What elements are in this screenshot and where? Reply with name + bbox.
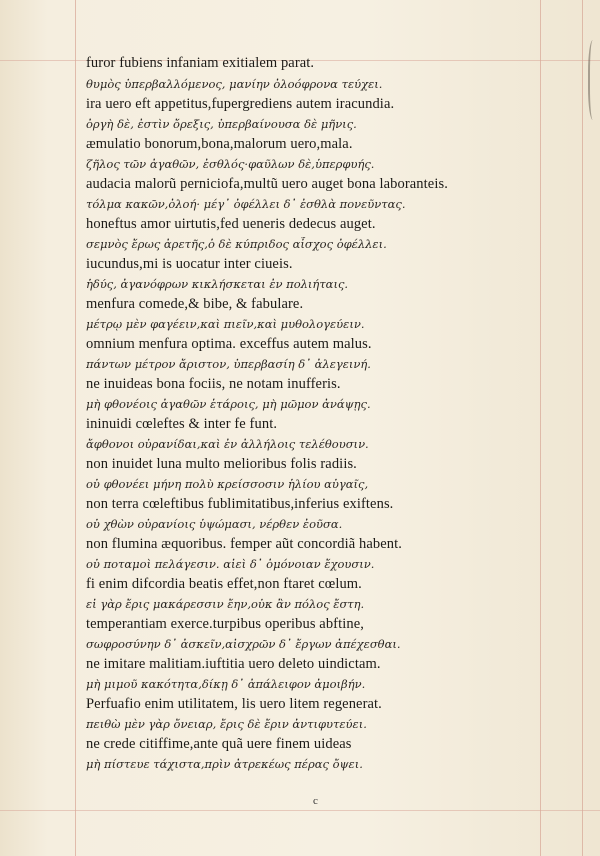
- text-line: non terra cœleftibus fublimitatibus,inferius exiftens.: [86, 496, 394, 512]
- text-line: audacia malorũ perniciofa,multũ uero auget bona laboranteis.: [86, 176, 448, 192]
- text-line: ἄφθονοι οὐρανίδαι,καὶ ἐν ἀλλήλοις τελέθουσιν.: [86, 437, 369, 451]
- text-line: temperantiam exerce.turpibus operibus abftine,: [86, 616, 364, 632]
- text-line: ne inuideas bona fociis, ne notam inufferis.: [86, 376, 341, 392]
- text-line: μὴ μιμοῦ κακότητα,δίκῃ δ᾽ ἀπάλειφον ἀμοιβήν.: [86, 677, 366, 691]
- text-line: iucundus,mi is uocatur inter ciueis.: [86, 256, 293, 272]
- text-line: μὴ πίστευε τάχιστα,πρὶν ἀτρεκέως πέρας ὄψει.: [86, 757, 363, 771]
- text-line: σωφροσύνην δ᾽ ἀσκεῖν,αἰσχρῶν δ᾽ ἔργων ἀπέχεσθαι.: [86, 637, 401, 651]
- text-line: ζῆλος τῶν ἀγαθῶν, ἐσθλός·φαῦλων δὲ,ὑπερφυής.: [86, 157, 375, 171]
- text-line: ὀργὴ δὲ, ἐστὶν ὄρεξις, ὑπερβαίνουσα δὲ μῆνις.: [86, 117, 357, 131]
- text-line: τόλμα κακῶν,ὀλοή· μέγ᾽ ὀφέλλει δ᾽ ἐσθλὰ πονεῦντας.: [86, 197, 406, 211]
- text-line: non inuidet luna multo melioribus folis radiis.: [86, 456, 357, 472]
- text-line: ira uero eft appetitus,fupergrediens autem iracundia.: [86, 96, 395, 112]
- text-line: æmulatio bonorum,bona,malorum uero,mala.: [86, 136, 353, 152]
- text-line: μὴ φθονέοις ἀγαθῶν ἑτάροις, μὴ μῶμον ἀνάψῃς.: [86, 397, 371, 411]
- text-line: οὐ χθὼν οὐρανίοις ὑψώμασι, νέρθεν ἐοῦσα.: [86, 517, 343, 531]
- text-line: ininuidi cœleftes & inter fe funt.: [86, 416, 278, 432]
- text-line: σεμνὸς ἔρως ἀρετῆς,ὁ δὲ κύπριδος αἶσχος ὀφέλλει.: [86, 237, 387, 251]
- text-line: ne crede citiffime,ante quã uere finem uideas: [86, 736, 352, 752]
- text-line: οὐ ποταμοὶ πελάγεσιν. αἰεὶ δ᾽ ὁμόνοιαν ἔχουσιν.: [86, 557, 375, 571]
- text-line: πειθὼ μὲν γὰρ ὄνειαρ, ἔρις δὲ ἔριν ἀντιφυτεύει.: [86, 717, 367, 731]
- text-line: μέτρῳ μὲν φαγέειν,καὶ πιεῖν,καὶ μυθολογεύειν.: [86, 317, 365, 331]
- text-line: menfura comede,& bibe, & fabulare.: [86, 296, 304, 312]
- text-line: θυμὸς ὑπερβαλλόμενος, μανίην ὀλοόφρονα τεύχει.: [86, 77, 383, 91]
- text-line: omnium menfura optima. exceffus autem malus.: [86, 336, 372, 352]
- text-line: honeftus amor uirtutis,fed ueneris dedecus auget.: [86, 216, 376, 232]
- text-line: ἡδύς, ἀγανόφρων κικλήσκεται ἐν πολιήταις.: [86, 277, 349, 291]
- text-line: εἰ γὰρ ἔρις μακάρεσσιν ἔην,οὐκ ἂν πόλος ἔστη.: [86, 597, 365, 611]
- text-line: non flumina æquoribus. femper aũt concordiã habent.: [86, 536, 402, 552]
- text-line: fi enim difcordia beatis effet,non ftaret cœlum.: [86, 576, 362, 592]
- text-line: οὐ φθονέει μήνη πολὺ κρείσσοσιν ἡλίου αὐγαῖς,: [86, 477, 369, 491]
- text-line: Perfuafio enim utilitatem, lis uero litem regenerat.: [86, 696, 382, 712]
- text-line: ne imitare malitiam.iuftitia uero deleto uindictam.: [86, 656, 381, 672]
- text-line: furor fubiens infaniam exitialem parat.: [86, 55, 315, 71]
- text-line: πάντων μέτρον ἄριστον, ὑπερβασίη δ᾽ ἀλεγεινή.: [86, 357, 371, 371]
- signature-mark: c: [313, 795, 318, 807]
